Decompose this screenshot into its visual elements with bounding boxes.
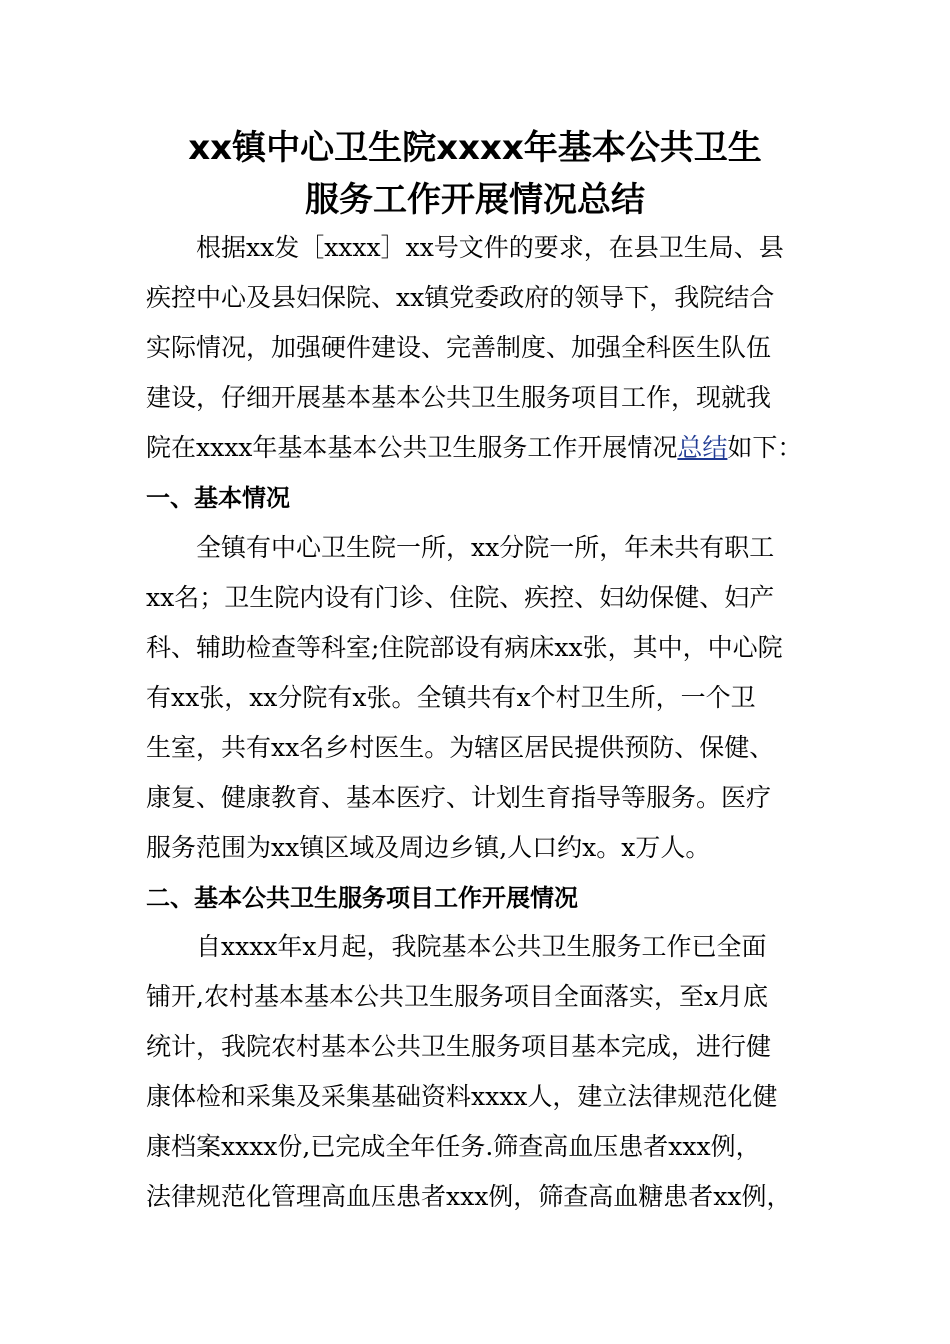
section-2-line-1: 自xxxx年x月起，我院基本公共卫生服务工作已全面 (196, 932, 767, 961)
section-2-line-5: 康档案xxxx份,已完成全年任务.筛查高血压患者xxx例， (146, 1132, 761, 1161)
intro-line-5 (146, 430, 802, 466)
intro-line-5-text: 院在xxxx年基本基本公共卫生服务工作开展情况 (146, 433, 678, 462)
intro-line-2: 疾控中心及县妇保院、xx镇党委政府的领导下，我院结合 (146, 283, 775, 312)
section-1-line-5: 生室，共有xx名乡村医生。为辖区居民提供预防、保健、 (146, 733, 775, 762)
section-1-line-6: 康复、健康教育、基本医疗、计划生育指导等服务。医疗 (146, 783, 772, 812)
section-1-line-2: xx名；卫生院内设有门诊、住院、疾控、妇幼保健、妇产 (146, 583, 775, 612)
title-line-2: 服务工作开展情况总结 (305, 180, 645, 220)
section-1-line-7: 服务范围为xx镇区域及周边乡镇,人口约x。x万人。 (146, 833, 711, 862)
intro-line-1: 根据xx发［xxxx］xx号文件的要求，在县卫生局、县 (196, 233, 784, 262)
title-line-1: xx镇中心卫生院xxxx年基本公共卫生 (188, 128, 762, 168)
intro-line-3: 实际情况，加强硬件建设、完善制度、加强全科医生队伍 (146, 333, 772, 362)
section-1-heading: 一、基本情况 (146, 484, 290, 512)
section-1-line-4: 有xx张，xx分院有x张。全镇共有x个村卫生所，一个卫 (146, 683, 756, 712)
intro-line-5-tail: 如下： (727, 433, 803, 462)
section-1-line-3: 科、辅助检查等科室;住院部设有病床xx张，其中，中心院 (146, 633, 783, 662)
intro-line-4: 建设，仔细开展基本基本公共卫生服务项目工作，现就我 (146, 383, 772, 412)
section-2-line-4: 康体检和采集及采集基础资料xxxx人，建立法律规范化健 (146, 1082, 778, 1111)
section-1-line-1: 全镇有中心卫生院一所，xx分院一所，年未共有职工 (196, 533, 775, 562)
section-2-line-6: 法律规范化管理高血压患者xxx例，筛查高血糖患者xx例， (146, 1182, 792, 1211)
section-2-line-3: 统计，我院农村基本公共卫生服务项目基本完成，进行健 (146, 1032, 772, 1061)
summary-link[interactable]: 总结 (677, 433, 728, 462)
section-2-heading: 二、基本公共卫生服务项目工作开展情况 (146, 884, 578, 912)
section-2-line-2: 铺开,农村基本基本公共卫生服务项目全面落实，至x月底 (146, 982, 769, 1011)
